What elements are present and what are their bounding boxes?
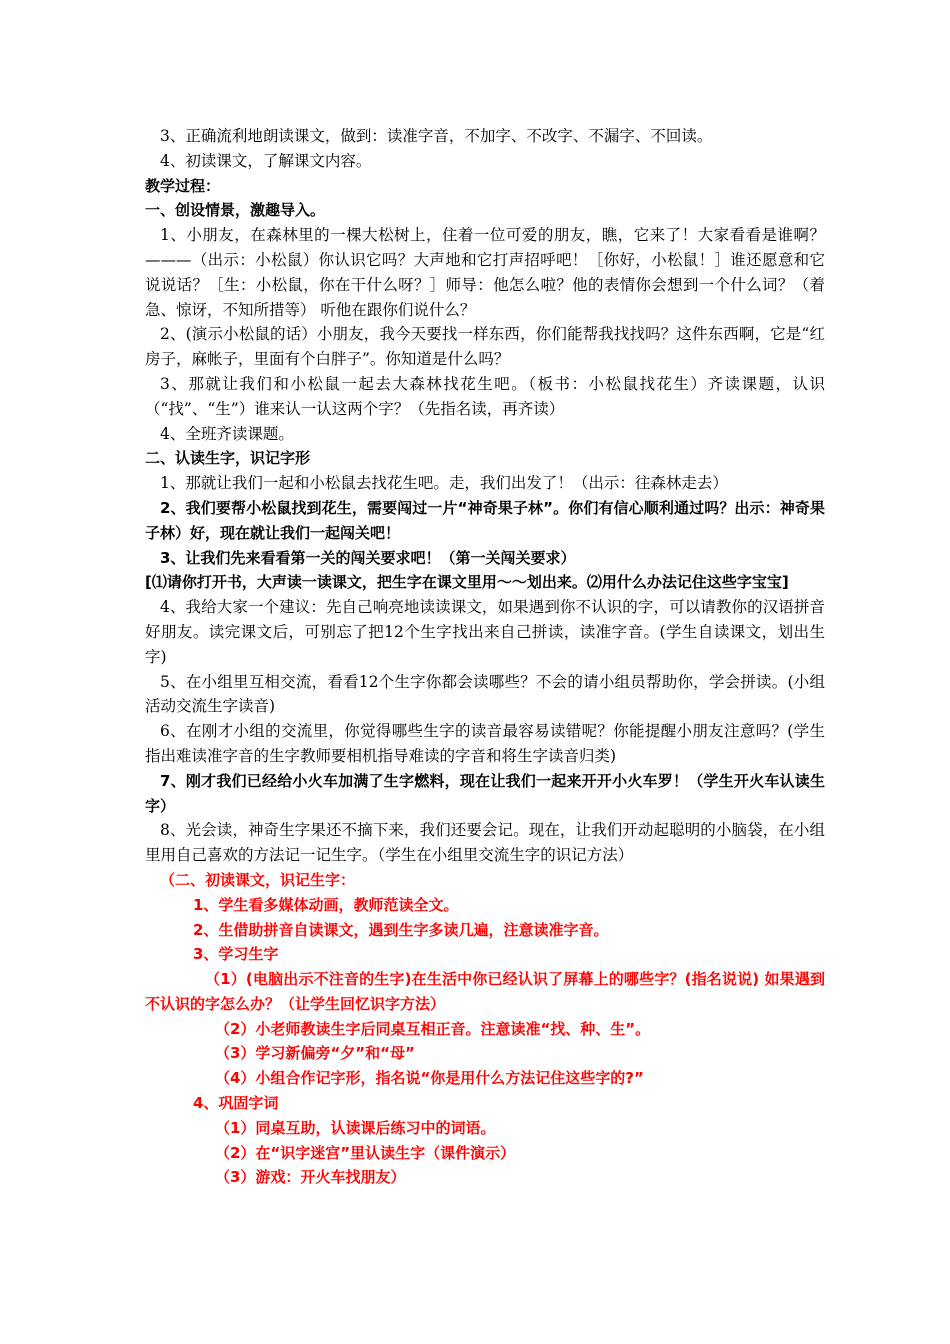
step-2-2: 2、我们要帮小松鼠找到花生，需要闯过一片“神奇果子林”。你们有信心顺利通过吗？出示：神奇果子林）好，现在就让我们一起闯关吧！ xyxy=(145,498,825,542)
red-item-3: 3、学习生字 xyxy=(193,945,279,964)
red-sub-item-1: （1）(电脑出示不注音的生字)在生活中你已经认识了屏幕上的哪些字？(指名说说) 如果遇到不认识的字怎么办？（让学生回忆识字方法） xyxy=(145,970,825,1013)
red-sub-item-4: （4）小组合作记字形，指名说“你是用什么方法记住这些字的?” xyxy=(215,1069,644,1088)
red-sub-item-2: （2）小老师教读生字后同桌互相正音。注意读准“找、种、生”。 xyxy=(215,1019,651,1038)
lesson-plan-body xyxy=(145,124,825,1190)
step-2-7: 7、刚才我们已经给小火车加满了生字燃料，现在让我们一起来开开小火车罗！（学生开火车认读生字） xyxy=(145,771,825,815)
red-item-1: 1、学生看多媒体动画，教师范读全文。 xyxy=(193,895,459,914)
step-1-2: 2、(演示小松鼠的话）小朋友，我今天要找一样东西，你们能帮我找找吗？这件东西啊，它是“红房子，麻帐子，里面有个白胖子”。你知道是什么吗？ xyxy=(145,325,825,369)
red-sub-item-4-3: （3）游戏：开火车找朋友） xyxy=(215,1168,406,1187)
step-1-4: 4、全班齐读课题。 xyxy=(160,424,294,443)
step-2-3-requirements: [⑴请你打开书，大声读一读课文，把生字在课文里用～～划出来。⑵用什么办法记住这些字宝宝] xyxy=(145,573,789,592)
step-2-4: 4、我给大家一个建议：先自己响亮地读读课文，如果遇到你不认识的字，可以请教你的汉语拼音好朋友。读完课文后，可别忘了把12个生字找出来自己拼读，读准字音。(学生自读课文，划出生字) xyxy=(145,598,825,666)
red-item-2: 2、生借助拼音自读课文，遇到生字多读几遍，注意读准字音。 xyxy=(193,920,609,939)
red-sub-item-3: （3）学习新偏旁“夕”和“母” xyxy=(215,1044,415,1063)
section-heading-1: 一、创设情景，激趣导入。 xyxy=(145,201,326,220)
red-sub-item-4-1: （1）同桌互助，认读课后练习中的词语。 xyxy=(215,1118,496,1137)
objective-3: 3、正确流利地朗读课文，做到：读准字音，不加字、不改字、不漏字、不回读。 xyxy=(160,127,713,145)
red-section-heading: （二、初读课文，识记生字： xyxy=(160,870,356,889)
section-heading-2: 二、认读生字，识记字形 xyxy=(145,449,311,468)
red-item-4: 4、巩固字词 xyxy=(193,1094,279,1113)
step-2-1: 1、那就让我们一起和小松鼠去找花生吧。走，我们出发了！（出示：往森林走去） xyxy=(160,474,728,493)
step-1-3: 3、那就让我们和小松鼠一起去大森林找花生吧。（板书：小松鼠找花生）齐读课题，认识（“找”、“生”）谁来认一认这两个字？（先指名读，再齐读） xyxy=(145,374,825,418)
red-sub-item-4-2: （2）在“识字迷宫”里认读生字（课件演示） xyxy=(215,1143,516,1162)
step-2-6: 6、在刚才小组的交流里，你觉得哪些生字的读音最容易读错呢？你能提醒小朋友注意吗？(学生指出难读准字音的生字教师要相机指导难读的字音和将生字读音归类) xyxy=(145,722,825,765)
section-heading-process: 教学过程： xyxy=(145,176,221,195)
step-2-3: 3、让我们先来看看第一关的闯关要求吧！（第一关闯关要求） xyxy=(160,548,576,567)
step-2-5: 5、在小组里互相交流，看看12个生字你都会读哪些？不会的请小组员帮助你，学会拼读。(小组活动交流生字读音) xyxy=(145,672,825,716)
step-2-8: 8、光会读，神奇生字果还不摘下来，我们还要会记。现在，让我们开动起聪明的小脑袋，在小组里用自己喜欢的方法记一记生字。（学生在小组里交流生字的识记方法） xyxy=(145,821,825,865)
objective-4: 4、初读课文，了解课文内容。 xyxy=(160,151,372,170)
step-1-1: 1、小朋友，在森林里的一棵大松树上，住着一位可爱的朋友，瞧，它来了！大家看看是谁啊？———（出示：小松鼠）你认识它吗？大声地和它打声招呼吧！［你好，小松鼠！］谁还愿意和它说说话？［生：小松鼠，你在干什么呀？］师导：他怎么啦？他的表情你会想到一个什么词？（着急、惊讶，不知所措等） 听他在跟你们说什么？ xyxy=(145,226,825,319)
